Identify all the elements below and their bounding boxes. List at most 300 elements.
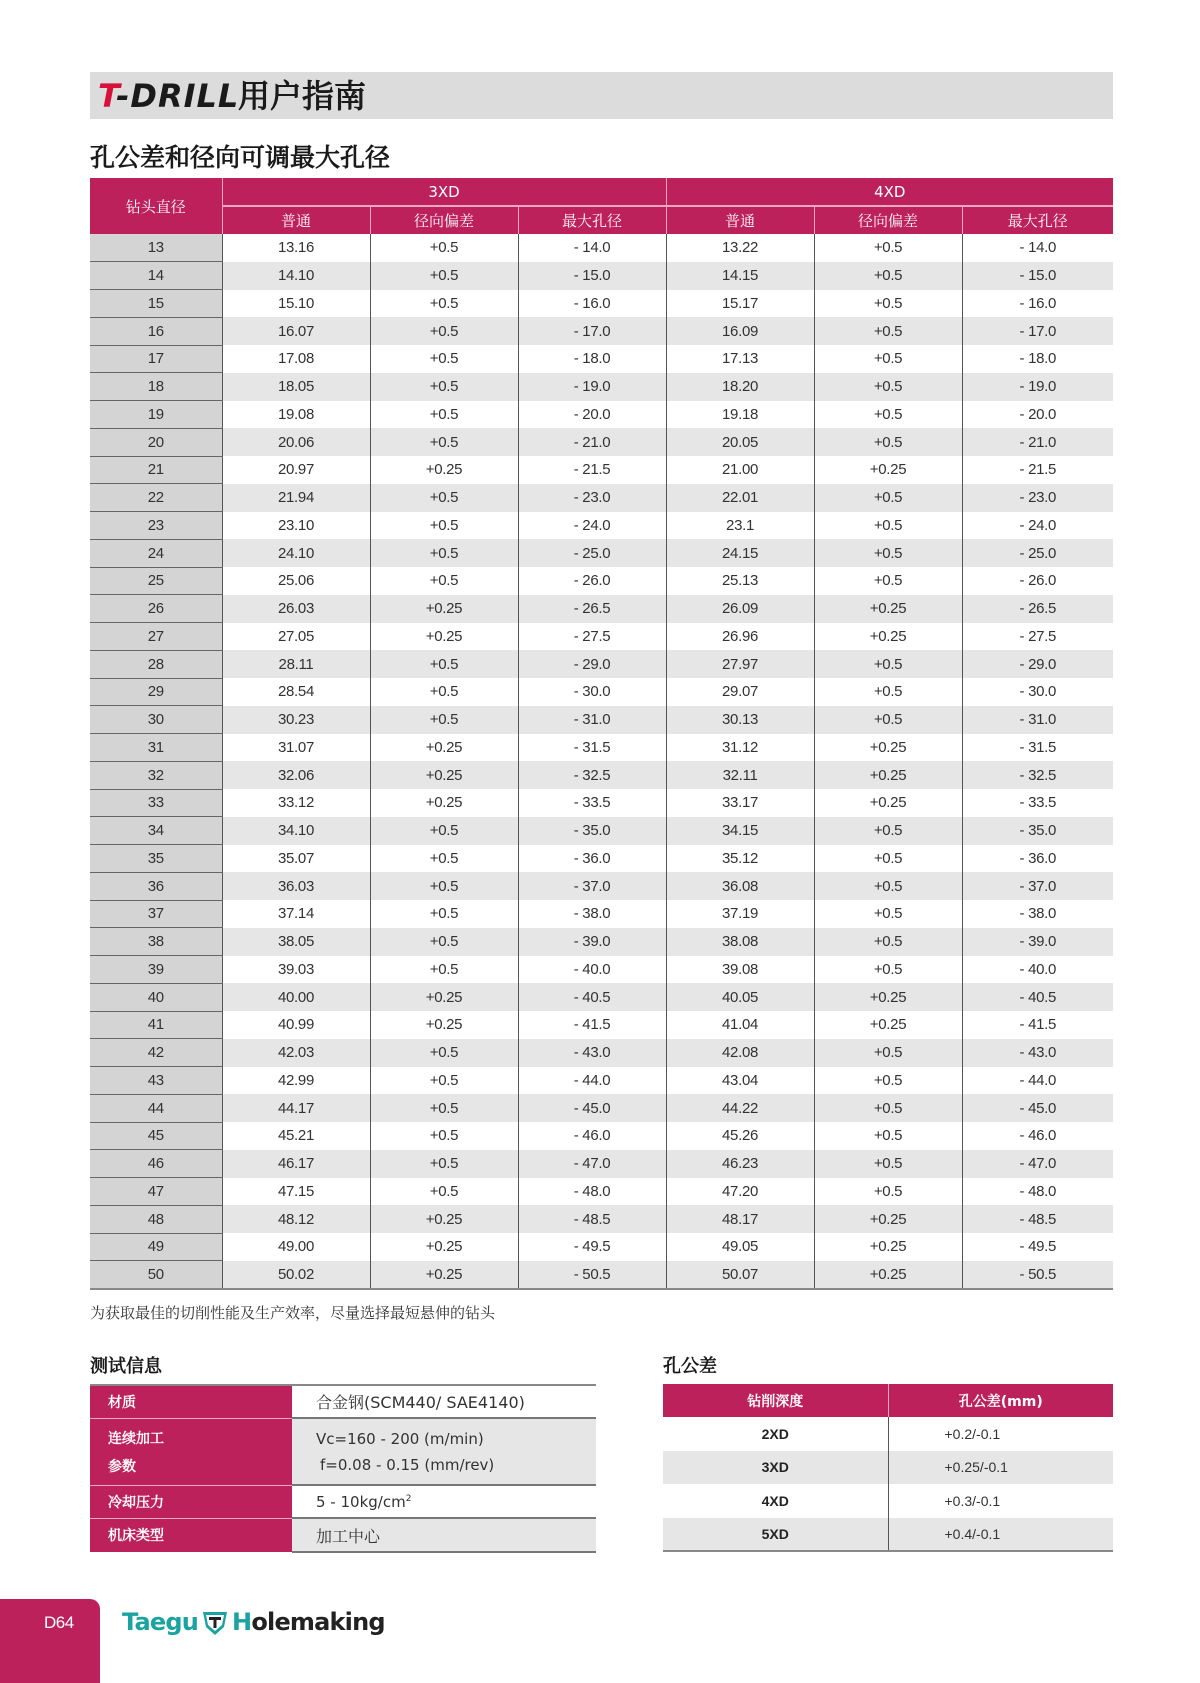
table-row xyxy=(663,1451,1113,1485)
3xd-radial-offset-cell: +0.5 xyxy=(370,373,518,401)
4xd-normal-cell: 41.04 xyxy=(666,1011,814,1039)
drill-diameter-cell: 37 xyxy=(90,900,222,928)
table-row xyxy=(90,734,1113,762)
3xd-radial-offset-cell: +0.5 xyxy=(370,1122,518,1150)
4xd-max-hole-cell: - 20.0 xyxy=(962,401,1113,429)
3xd-max-hole-cell: - 37.0 xyxy=(518,872,666,900)
table-row xyxy=(90,900,1113,928)
4xd-max-hole-cell: - 35.0 xyxy=(962,817,1113,845)
3xd-radial-offset-cell: +0.5 xyxy=(370,872,518,900)
4xd-max-hole-cell: - 17.0 xyxy=(962,317,1113,345)
3xd-radial-offset-cell: +0.5 xyxy=(370,290,518,318)
4xd-normal-cell: 16.09 xyxy=(666,317,814,345)
3xd-max-hole-cell: - 18.0 xyxy=(518,345,666,373)
4xd-max-hole-cell: - 38.0 xyxy=(962,900,1113,928)
drill-diameter-cell: 27 xyxy=(90,623,222,651)
table-row xyxy=(90,484,1113,512)
table-row xyxy=(90,623,1113,651)
3xd-normal-cell: 33.12 xyxy=(222,789,370,817)
drill-diameter-cell: 18 xyxy=(90,373,222,401)
table-row xyxy=(90,1518,596,1552)
4xd-radial-offset-cell: +0.5 xyxy=(814,317,962,345)
4xd-radial-offset-cell: +0.5 xyxy=(814,650,962,678)
header-hole-tolerance: 孔公差(mm) xyxy=(888,1384,1113,1417)
3xd-radial-offset-cell: +0.25 xyxy=(370,595,518,623)
header-4xd-max-hole: 最大孔径 xyxy=(962,206,1113,234)
4xd-radial-offset-cell: +0.25 xyxy=(814,595,962,623)
3xd-normal-cell: 47.15 xyxy=(222,1178,370,1206)
drill-diameter-cell: 38 xyxy=(90,928,222,956)
4xd-max-hole-cell: - 26.5 xyxy=(962,595,1113,623)
hole-tolerance-title: 孔公差 xyxy=(663,1356,717,1377)
3xd-radial-offset-cell: +0.5 xyxy=(370,317,518,345)
4xd-radial-offset-cell: +0.5 xyxy=(814,900,962,928)
coolant-pressure-label: 冷却压力 xyxy=(90,1485,292,1518)
4xd-radial-offset-cell: +0.5 xyxy=(814,567,962,595)
drill-diameter-cell: 33 xyxy=(90,789,222,817)
3xd-max-hole-cell: - 17.0 xyxy=(518,317,666,345)
table-row xyxy=(90,983,1113,1011)
3xd-max-hole-cell: - 38.0 xyxy=(518,900,666,928)
4xd-radial-offset-cell: +0.5 xyxy=(814,872,962,900)
4xd-max-hole-cell: - 48.5 xyxy=(962,1205,1113,1233)
4xd-radial-offset-cell: +0.25 xyxy=(814,1233,962,1261)
tolerance-cell: +0.4/-0.1 xyxy=(888,1518,1113,1552)
3xd-normal-cell: 48.12 xyxy=(222,1205,370,1233)
drill-diameter-cell: 24 xyxy=(90,539,222,567)
table-row xyxy=(90,539,1113,567)
t-drill-brand xyxy=(98,78,239,114)
3xd-normal-cell: 19.08 xyxy=(222,401,370,429)
table-row xyxy=(90,1178,1113,1206)
3xd-normal-cell: 46.17 xyxy=(222,1150,370,1178)
4xd-normal-cell: 22.01 xyxy=(666,484,814,512)
4xd-normal-cell: 23.1 xyxy=(666,512,814,540)
3xd-max-hole-cell: - 21.5 xyxy=(518,456,666,484)
4xd-normal-cell: 32.11 xyxy=(666,761,814,789)
4xd-radial-offset-cell: +0.5 xyxy=(814,1150,962,1178)
3xd-max-hole-cell: - 32.5 xyxy=(518,761,666,789)
4xd-max-hole-cell: - 39.0 xyxy=(962,928,1113,956)
4xd-radial-offset-cell: +0.5 xyxy=(814,1178,962,1206)
3xd-max-hole-cell: - 40.0 xyxy=(518,956,666,984)
4xd-radial-offset-cell: +0.25 xyxy=(814,1261,962,1289)
3xd-normal-cell: 42.03 xyxy=(222,1039,370,1067)
table-row xyxy=(90,456,1113,484)
3xd-radial-offset-cell: +0.5 xyxy=(370,484,518,512)
3xd-radial-offset-cell: +0.5 xyxy=(370,817,518,845)
table-row xyxy=(90,262,1113,290)
4xd-radial-offset-cell: +0.5 xyxy=(814,234,962,262)
4xd-normal-cell: 24.15 xyxy=(666,539,814,567)
3xd-max-hole-cell: - 26.0 xyxy=(518,567,666,595)
4xd-radial-offset-cell: +0.5 xyxy=(814,1122,962,1150)
3xd-max-hole-cell: - 47.0 xyxy=(518,1150,666,1178)
4xd-normal-cell: 29.07 xyxy=(666,678,814,706)
3xd-max-hole-cell: - 41.5 xyxy=(518,1011,666,1039)
4xd-max-hole-cell: - 16.0 xyxy=(962,290,1113,318)
4xd-normal-cell: 35.12 xyxy=(666,845,814,873)
4xd-normal-cell: 44.22 xyxy=(666,1094,814,1122)
4xd-max-hole-cell: - 41.5 xyxy=(962,1011,1113,1039)
3xd-radial-offset-cell: +0.25 xyxy=(370,456,518,484)
3xd-radial-offset-cell: +0.5 xyxy=(370,928,518,956)
3xd-max-hole-cell: - 15.0 xyxy=(518,262,666,290)
4xd-radial-offset-cell: +0.25 xyxy=(814,456,962,484)
table-row xyxy=(90,512,1113,540)
3xd-normal-cell: 20.97 xyxy=(222,456,370,484)
4xd-max-hole-cell: - 23.0 xyxy=(962,484,1113,512)
3xd-radial-offset-cell: +0.5 xyxy=(370,567,518,595)
4xd-radial-offset-cell: +0.5 xyxy=(814,401,962,429)
4xd-radial-offset-cell: +0.5 xyxy=(814,706,962,734)
table-row xyxy=(90,1094,1113,1122)
tolerance-max-hole-table xyxy=(90,178,1113,1290)
4xd-radial-offset-cell: +0.25 xyxy=(814,789,962,817)
drill-diameter-cell: 44 xyxy=(90,1094,222,1122)
depth-cell: 2XD xyxy=(663,1417,888,1451)
4xd-max-hole-cell: - 32.5 xyxy=(962,761,1113,789)
drill-diameter-cell: 45 xyxy=(90,1122,222,1150)
4xd-normal-cell: 13.22 xyxy=(666,234,814,262)
table-row xyxy=(90,595,1113,623)
3xd-max-hole-cell: - 39.0 xyxy=(518,928,666,956)
4xd-max-hole-cell: - 31.5 xyxy=(962,734,1113,762)
3xd-radial-offset-cell: +0.25 xyxy=(370,734,518,762)
table-row xyxy=(90,1485,596,1518)
cutting-speed-value: Vc=160 - 200 (m/min) xyxy=(316,1429,484,1448)
table-row xyxy=(90,317,1113,345)
3xd-max-hole-cell: - 35.0 xyxy=(518,817,666,845)
3xd-max-hole-cell: - 48.5 xyxy=(518,1205,666,1233)
3xd-normal-cell: 49.00 xyxy=(222,1233,370,1261)
3xd-normal-cell: 30.23 xyxy=(222,706,370,734)
table-row xyxy=(90,1011,1113,1039)
3xd-max-hole-cell: - 20.0 xyxy=(518,401,666,429)
4xd-max-hole-cell: - 21.5 xyxy=(962,456,1113,484)
table-row xyxy=(90,401,1113,429)
4xd-normal-cell: 36.08 xyxy=(666,872,814,900)
table-row xyxy=(90,956,1113,984)
4xd-max-hole-cell: - 49.5 xyxy=(962,1233,1113,1261)
4xd-radial-offset-cell: +0.5 xyxy=(814,539,962,567)
4xd-max-hole-cell: - 37.0 xyxy=(962,872,1113,900)
3xd-normal-cell: 28.54 xyxy=(222,678,370,706)
3xd-normal-cell: 40.00 xyxy=(222,983,370,1011)
table-row xyxy=(90,373,1113,401)
4xd-max-hole-cell: - 44.0 xyxy=(962,1067,1113,1095)
4xd-max-hole-cell: - 33.5 xyxy=(962,789,1113,817)
section-title: 孔公差和径向可调最大孔径 xyxy=(90,143,391,172)
depth-cell: 3XD xyxy=(663,1451,888,1485)
4xd-radial-offset-cell: +0.5 xyxy=(814,928,962,956)
drill-diameter-cell: 46 xyxy=(90,1150,222,1178)
depth-cell: 4XD xyxy=(663,1484,888,1518)
3xd-max-hole-cell: - 21.0 xyxy=(518,428,666,456)
3xd-normal-cell: 20.06 xyxy=(222,428,370,456)
4xd-radial-offset-cell: +0.5 xyxy=(814,1039,962,1067)
3xd-max-hole-cell: - 19.0 xyxy=(518,373,666,401)
4xd-normal-cell: 33.17 xyxy=(666,789,814,817)
4xd-radial-offset-cell: +0.5 xyxy=(814,1067,962,1095)
4xd-radial-offset-cell: +0.25 xyxy=(814,623,962,651)
4xd-normal-cell: 37.19 xyxy=(666,900,814,928)
4xd-normal-cell: 18.20 xyxy=(666,373,814,401)
4xd-max-hole-cell: - 27.5 xyxy=(962,623,1113,651)
3xd-max-hole-cell: - 29.0 xyxy=(518,650,666,678)
4xd-normal-cell: 30.13 xyxy=(666,706,814,734)
header-3xd-max-hole: 最大孔径 xyxy=(518,206,666,234)
3xd-radial-offset-cell: +0.5 xyxy=(370,262,518,290)
3xd-normal-cell: 25.06 xyxy=(222,567,370,595)
3xd-normal-cell: 38.05 xyxy=(222,928,370,956)
drill-diameter-cell: 15 xyxy=(90,290,222,318)
4xd-normal-cell: 45.26 xyxy=(666,1122,814,1150)
3xd-normal-cell: 42.99 xyxy=(222,1067,370,1095)
header-drill-diameter: 钻头直径 xyxy=(90,178,222,234)
4xd-radial-offset-cell: +0.5 xyxy=(814,290,962,318)
3xd-radial-offset-cell: +0.25 xyxy=(370,1233,518,1261)
4xd-max-hole-cell: - 21.0 xyxy=(962,428,1113,456)
drill-diameter-cell: 48 xyxy=(90,1205,222,1233)
drill-diameter-cell: 17 xyxy=(90,345,222,373)
3xd-max-hole-cell: - 23.0 xyxy=(518,484,666,512)
4xd-normal-cell: 48.17 xyxy=(666,1205,814,1233)
3xd-max-hole-cell: - 48.0 xyxy=(518,1178,666,1206)
3xd-max-hole-cell: - 49.5 xyxy=(518,1233,666,1261)
drill-diameter-cell: 28 xyxy=(90,650,222,678)
4xd-normal-cell: 15.17 xyxy=(666,290,814,318)
3xd-normal-cell: 15.10 xyxy=(222,290,370,318)
table-row xyxy=(90,789,1113,817)
drill-diameter-cell: 31 xyxy=(90,734,222,762)
page-number: D64 xyxy=(44,1613,74,1632)
3xd-max-hole-cell: - 44.0 xyxy=(518,1067,666,1095)
table-body xyxy=(90,234,1113,1289)
4xd-max-hole-cell: - 45.0 xyxy=(962,1094,1113,1122)
drill-diameter-cell: 42 xyxy=(90,1039,222,1067)
table-row xyxy=(90,1418,596,1485)
4xd-radial-offset-cell: +0.5 xyxy=(814,678,962,706)
header-3xd-normal: 普通 xyxy=(222,206,370,234)
header-group-3xd: 3XD xyxy=(222,178,666,206)
drill-diameter-cell: 47 xyxy=(90,1178,222,1206)
3xd-normal-cell: 17.08 xyxy=(222,345,370,373)
4xd-normal-cell: 26.09 xyxy=(666,595,814,623)
3xd-radial-offset-cell: +0.5 xyxy=(370,512,518,540)
drill-diameter-cell: 22 xyxy=(90,484,222,512)
3xd-max-hole-cell: - 50.5 xyxy=(518,1261,666,1289)
tolerance-cell: +0.2/-0.1 xyxy=(944,1425,1001,1442)
3xd-max-hole-cell: - 31.0 xyxy=(518,706,666,734)
3xd-normal-cell: 50.02 xyxy=(222,1261,370,1289)
4xd-normal-cell: 14.15 xyxy=(666,262,814,290)
4xd-max-hole-cell: - 43.0 xyxy=(962,1039,1113,1067)
3xd-normal-cell: 37.14 xyxy=(222,900,370,928)
cutting-params-label-line2: 参数 xyxy=(108,1458,136,1475)
logo-text-olemaking: olemaking xyxy=(251,1608,385,1636)
tolerance-cell: +0.3/-0.1 xyxy=(944,1492,1001,1509)
3xd-radial-offset-cell: +0.5 xyxy=(370,1150,518,1178)
table-row xyxy=(663,1518,1113,1552)
4xd-radial-offset-cell: +0.25 xyxy=(814,761,962,789)
table-row xyxy=(90,290,1113,318)
test-info-table xyxy=(90,1384,596,1553)
3xd-normal-cell: 23.10 xyxy=(222,512,370,540)
3xd-normal-cell: 24.10 xyxy=(222,539,370,567)
4xd-normal-cell: 50.07 xyxy=(666,1261,814,1289)
3xd-radial-offset-cell: +0.5 xyxy=(370,401,518,429)
4xd-max-hole-cell: - 15.0 xyxy=(962,262,1113,290)
cutting-params-value xyxy=(292,1418,596,1485)
3xd-radial-offset-cell: +0.5 xyxy=(370,345,518,373)
3xd-normal-cell: 40.99 xyxy=(222,1011,370,1039)
3xd-normal-cell: 36.03 xyxy=(222,872,370,900)
3xd-radial-offset-cell: +0.25 xyxy=(370,1205,518,1233)
table-row xyxy=(90,1385,596,1418)
3xd-max-hole-cell: - 40.5 xyxy=(518,983,666,1011)
3xd-max-hole-cell: - 14.0 xyxy=(518,234,666,262)
4xd-normal-cell: 46.23 xyxy=(666,1150,814,1178)
3xd-normal-cell: 34.10 xyxy=(222,817,370,845)
3xd-normal-cell: 18.05 xyxy=(222,373,370,401)
3xd-radial-offset-cell: +0.25 xyxy=(370,983,518,1011)
table-row xyxy=(90,1150,1113,1178)
table-row xyxy=(90,428,1113,456)
3xd-radial-offset-cell: +0.5 xyxy=(370,234,518,262)
tolerance-cell: +0.25/-0.1 xyxy=(888,1451,1113,1485)
3xd-normal-cell: 16.07 xyxy=(222,317,370,345)
4xd-max-hole-cell: - 24.0 xyxy=(962,512,1113,540)
3xd-radial-offset-cell: +0.5 xyxy=(370,428,518,456)
4xd-normal-cell: 20.05 xyxy=(666,428,814,456)
header-group-4xd: 4XD xyxy=(666,178,1113,206)
drill-diameter-cell: 25 xyxy=(90,567,222,595)
4xd-normal-cell: 25.13 xyxy=(666,567,814,595)
drill-diameter-cell: 13 xyxy=(90,234,222,262)
drill-diameter-cell: 14 xyxy=(90,262,222,290)
feed-rate-value: f=0.08 - 0.15 (mm/rev) xyxy=(320,1455,495,1474)
4xd-normal-cell: 38.08 xyxy=(666,928,814,956)
page-number-tab xyxy=(0,1599,100,1683)
3xd-normal-cell: 21.94 xyxy=(222,484,370,512)
drill-diameter-cell: 36 xyxy=(90,872,222,900)
4xd-radial-offset-cell: +0.5 xyxy=(814,484,962,512)
table-row xyxy=(90,845,1113,873)
brand-drill: -DRILL xyxy=(116,77,240,115)
3xd-radial-offset-cell: +0.5 xyxy=(370,678,518,706)
3xd-max-hole-cell: - 24.0 xyxy=(518,512,666,540)
table-row xyxy=(90,234,1113,262)
superscript: 2 xyxy=(405,1493,412,1504)
4xd-max-hole-cell: - 18.0 xyxy=(962,345,1113,373)
4xd-radial-offset-cell: +0.5 xyxy=(814,512,962,540)
3xd-normal-cell: 27.05 xyxy=(222,623,370,651)
4xd-normal-cell: 47.20 xyxy=(666,1178,814,1206)
logo-text-taegu: Taegu xyxy=(122,1608,199,1636)
4xd-normal-cell: 39.08 xyxy=(666,956,814,984)
4xd-radial-offset-cell: +0.25 xyxy=(814,983,962,1011)
drill-diameter-cell: 34 xyxy=(90,817,222,845)
4xd-max-hole-cell: - 36.0 xyxy=(962,845,1113,873)
taegu-holemaking-logo xyxy=(122,1602,385,1642)
4xd-max-hole-cell: - 40.5 xyxy=(962,983,1113,1011)
table-row xyxy=(663,1484,1113,1518)
4xd-normal-cell: 21.00 xyxy=(666,456,814,484)
4xd-max-hole-cell: - 46.0 xyxy=(962,1122,1113,1150)
table-row xyxy=(90,872,1113,900)
3xd-max-hole-cell: - 26.5 xyxy=(518,595,666,623)
4xd-radial-offset-cell: +0.25 xyxy=(814,734,962,762)
3xd-normal-cell: 28.11 xyxy=(222,650,370,678)
material-label: 材质 xyxy=(90,1385,292,1418)
3xd-radial-offset-cell: +0.5 xyxy=(370,1178,518,1206)
drill-diameter-cell: 30 xyxy=(90,706,222,734)
cutting-params-label xyxy=(90,1418,292,1485)
3xd-max-hole-cell: - 16.0 xyxy=(518,290,666,318)
3xd-radial-offset-cell: +0.5 xyxy=(370,845,518,873)
4xd-radial-offset-cell: +0.5 xyxy=(814,845,962,873)
drill-diameter-cell: 20 xyxy=(90,428,222,456)
table-row xyxy=(90,1205,1113,1233)
material-value: 合金钢(SCM440/ SAE4140) xyxy=(292,1385,596,1418)
table-row xyxy=(90,1261,1113,1289)
footnote: 为获取最佳的切削性能及生产效率，尽量选择最短悬伸的钻头 xyxy=(90,1304,496,1322)
4xd-normal-cell: 42.08 xyxy=(666,1039,814,1067)
3xd-normal-cell: 35.07 xyxy=(222,845,370,873)
4xd-radial-offset-cell: +0.25 xyxy=(814,1011,962,1039)
4xd-max-hole-cell: - 31.0 xyxy=(962,706,1113,734)
3xd-radial-offset-cell: +0.5 xyxy=(370,1039,518,1067)
table-row xyxy=(90,761,1113,789)
drill-diameter-cell: 16 xyxy=(90,317,222,345)
drill-diameter-cell: 19 xyxy=(90,401,222,429)
4xd-max-hole-cell: - 14.0 xyxy=(962,234,1113,262)
depth-cell: 5XD xyxy=(663,1518,888,1552)
brand-t: T xyxy=(98,77,117,115)
3xd-radial-offset-cell: +0.5 xyxy=(370,650,518,678)
test-info-title: 测试信息 xyxy=(90,1356,162,1377)
drill-diameter-cell: 49 xyxy=(90,1233,222,1261)
4xd-radial-offset-cell: +0.5 xyxy=(814,956,962,984)
4xd-normal-cell: 17.13 xyxy=(666,345,814,373)
3xd-max-hole-cell: - 27.5 xyxy=(518,623,666,651)
4xd-max-hole-cell: - 29.0 xyxy=(962,650,1113,678)
3xd-normal-cell: 31.07 xyxy=(222,734,370,762)
4xd-radial-offset-cell: +0.5 xyxy=(814,1094,962,1122)
header-drilling-depth: 钻削深度 xyxy=(663,1384,888,1417)
4xd-max-hole-cell: - 30.0 xyxy=(962,678,1113,706)
3xd-max-hole-cell: - 33.5 xyxy=(518,789,666,817)
table-row xyxy=(90,678,1113,706)
4xd-max-hole-cell: - 47.0 xyxy=(962,1150,1113,1178)
3xd-radial-offset-cell: +0.5 xyxy=(370,539,518,567)
drill-diameter-cell: 35 xyxy=(90,845,222,873)
4xd-normal-cell: 31.12 xyxy=(666,734,814,762)
4xd-max-hole-cell: - 48.0 xyxy=(962,1178,1113,1206)
3xd-radial-offset-cell: +0.25 xyxy=(370,1011,518,1039)
4xd-radial-offset-cell: +0.5 xyxy=(814,817,962,845)
logo-text-h: H xyxy=(232,1608,252,1636)
table-row xyxy=(90,928,1113,956)
drill-diameter-cell: 21 xyxy=(90,456,222,484)
drill-diameter-cell: 39 xyxy=(90,956,222,984)
table-row xyxy=(90,817,1113,845)
3xd-radial-offset-cell: +0.25 xyxy=(370,789,518,817)
4xd-radial-offset-cell: +0.5 xyxy=(814,428,962,456)
4xd-radial-offset-cell: +0.5 xyxy=(814,262,962,290)
drill-diameter-cell: 43 xyxy=(90,1067,222,1095)
